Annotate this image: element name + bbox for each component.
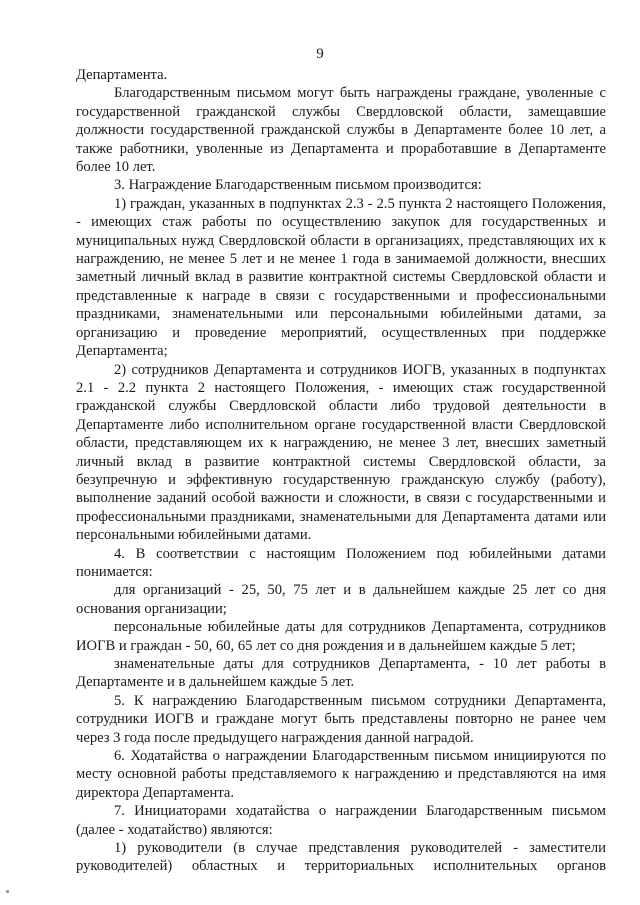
paragraph-memorable-dates: знаменательные даты для сотрудников Департамента, - 10 лет работы в Департаменте и в дальнейшем каждые 5 лет. bbox=[76, 656, 606, 691]
paragraph-dismissed-citizens: Благодарственным письмом могут быть награждены граждане, уволенные с государственной гражданской службы Свердловской области, замещавшие должности государственной гражданской службы в Департаменте более 10 лет, а также работники, уволенные из Департамента и проработавшие в Департаменте более 10 лет. bbox=[76, 85, 606, 176]
page-number: 9 bbox=[316, 46, 324, 62]
paragraph-item-3: 3. Награждение Благодарственным письмом производится: bbox=[114, 177, 482, 194]
paragraph-item-6: 6. Ходатайства о награждении Благодарственным письмом инициируются по месту основной работы представляемого к награждению и представляются на имя директора Департамента. bbox=[76, 748, 606, 801]
paragraph-item-4: 4. В соответствии с настоящим Положением под юбилейными датами понимается: bbox=[76, 545, 606, 580]
paragraph-item-7: 7. Инициаторами ходатайства о награждении Благодарственным письмом (далее - ходатайство) являются: bbox=[76, 803, 606, 838]
paragraph-organizations-dates: для организаций - 25, 50, 75 лет и в дальнейшем каждые 25 лет со дня основания организации; bbox=[76, 582, 606, 617]
paragraph-item-5: 5. К награждению Благодарственным письмом сотрудники Департамента, сотрудники ИОГВ и граждане могут быть представлены повторно не ранее чем через 3 года после предыдущего награждения данной наградой. bbox=[76, 692, 606, 746]
paragraph-item-7-1: 1) руководители (в случае представления руководителей - заместители руководителей) областных и территориальных исполнительных органов bbox=[76, 840, 606, 875]
paragraph-item-3-1: 1) граждан, указанных в подпунктах 2.3 - 2.5 пункта 2 настоящего Положения, - имеющих стаж работы по осуществлению закупок для государственных и муниципальных нужд Свердловской области в организациях, представляющих их к награждению, не менее 5 лет и не менее 1 года в занимаемой должности, внесших заметный личный вклад в развитие контрактной системы Свердловской области и представленные к награде в связи с государственными и профессиональными праздниками, знаменательными или персональными юбилейными датами, за организацию и проведение мероприятий, осуществленных при поддержке Департамента; bbox=[76, 195, 606, 360]
paragraph-item-3-2: 2) сотрудников Департамента и сотрудников ИОГВ, указанных в подпунктах 2.1 - 2.2 пункта 2 настоящего Положения, - имеющих стаж государственной гражданской службы Свердловской области либо трудовой деятельности в Департаменте либо исполнительном органе государственной власти Свердловской области, представляющем их к награждению, не менее 3 лет, внесших заметный личный вклад в развитие контрактной системы Свердловской области, за безупречную и эффективную государственную гражданскую службу (работу), выполнение заданий особой важности и сложности, в связи с государственными и профессиональными праздниками, знаменательными для Департамента датами или персональными юбилейными датами. bbox=[76, 361, 606, 544]
paragraph-personal-dates: персональные юбилейные даты для сотрудников Департамента, сотрудников ИОГВ и граждан - 50, 60, 65 лет со дня рождения и в дальнейшем каждые 5 лет; bbox=[76, 619, 606, 654]
document-body bbox=[76, 66, 606, 876]
paragraph-continuation: Департамента. bbox=[76, 67, 168, 83]
scan-dot bbox=[6, 890, 9, 893]
